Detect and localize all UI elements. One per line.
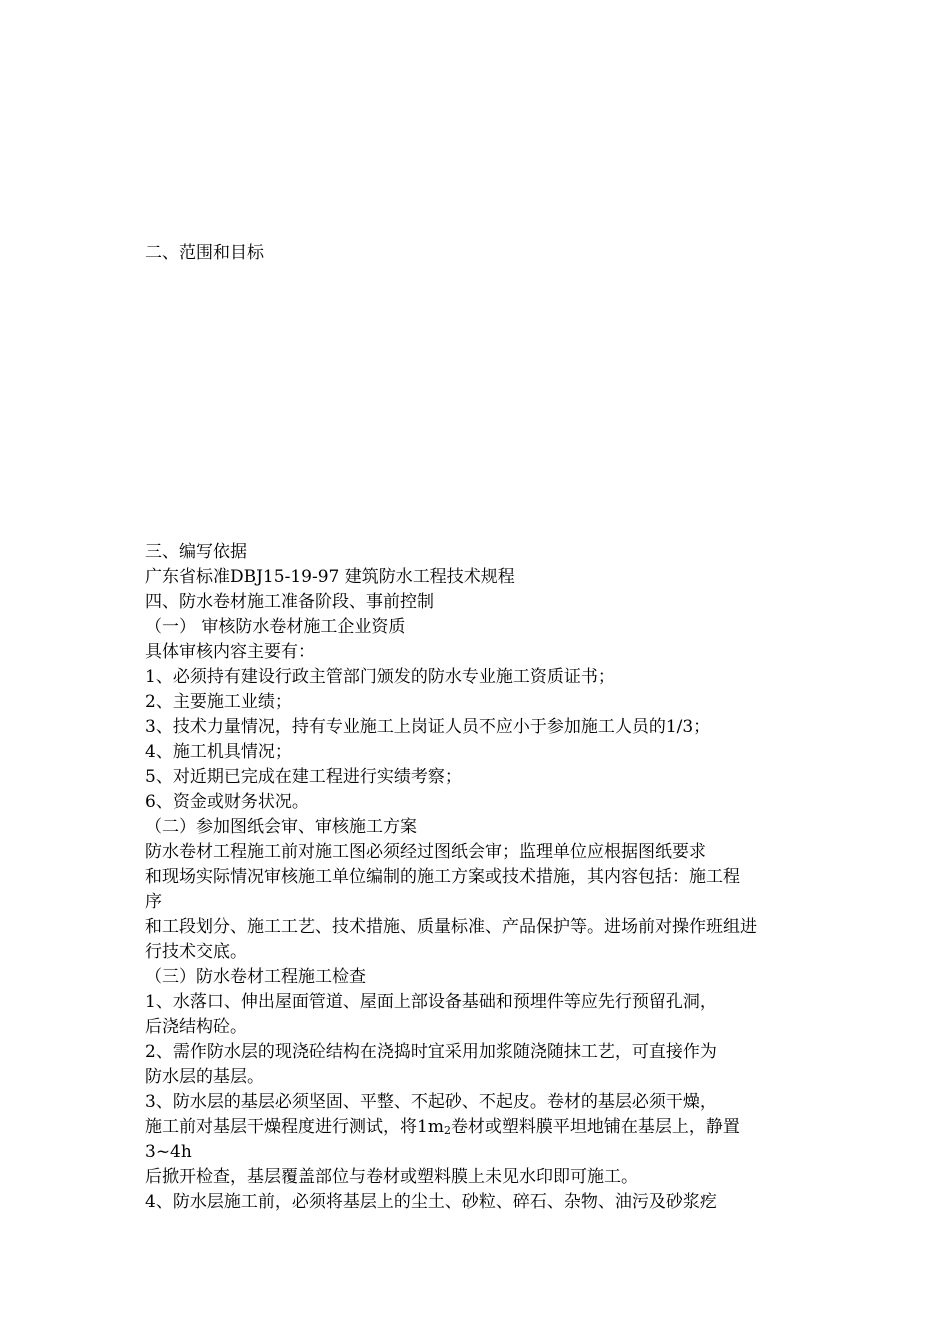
paragraph-line: 具体审核内容主要有： <box>145 642 315 662</box>
paragraph-line: 序 <box>145 892 162 912</box>
list-item: 5、对近期已完成在建工程进行实绩考察； <box>145 767 462 787</box>
list-item: 6、资金或财务状况。 <box>145 792 309 812</box>
paragraph-line: 2、需作防水层的现浇砼结构在浇捣时宜采用加浆随浇随抹工艺，可直接作为 <box>145 1042 717 1062</box>
paragraph-line: 3、防水层的基层必须坚固、平整、不起砂、不起皮。卷材的基层必须干燥， <box>145 1092 717 1112</box>
paragraph-line: 后掀开检查，基层覆盖部位与卷材或塑料膜上未见水印即可施工。 <box>145 1167 638 1187</box>
list-item: 3、技术力量情况，持有专业施工上岗证人员不应小于参加施工人员的1/3； <box>145 717 711 737</box>
paragraph-line: 1、水落口、伸出屋面管道、屋面上部设备基础和预埋件等应先行预留孔洞， <box>145 992 717 1012</box>
paragraph-line: 和现场实际情况审核施工单位编制的施工方案或技术措施，其内容包括：施工程 <box>145 867 740 887</box>
paragraph-line <box>145 1116 740 1142</box>
subsection-heading-qualification: （一） 审核防水卷材施工企业资质 <box>145 617 406 637</box>
paragraph-line: 防水卷材工程施工前对施工图必须经过图纸会审；监理单位应根据图纸要求 <box>145 842 706 862</box>
paragraph-line: 防水层的基层。 <box>145 1067 264 1087</box>
standard-reference: 广东省标准DBJ15-19-97 建筑防水工程技术规程 <box>145 567 515 587</box>
paragraph-line: 行技术交底。 <box>145 942 247 962</box>
section-heading-basis: 三、编写依据 <box>145 542 247 562</box>
list-item: 2、主要施工业绩； <box>145 692 292 712</box>
paragraph-line: 和工段划分、施工工艺、技术措施、质量标准、产品保护等。进场前对操作班组进 <box>145 917 757 937</box>
paragraph-line: 4、防水层施工前，必须将基层上的尘土、砂粒、碎石、杂物、油污及砂浆疙 <box>145 1192 717 1212</box>
paragraph-line: 3~4h <box>145 1142 192 1162</box>
text-segment: 施工前对基层干燥程度进行测试，将1m <box>145 1117 444 1137</box>
list-item: 4、施工机具情况； <box>145 742 292 762</box>
list-item: 1、必须持有建设行政主管部门颁发的防水专业施工资质证书； <box>145 667 615 687</box>
section-heading-preparation: 四、防水卷材施工准备阶段、事前控制 <box>145 592 434 612</box>
paragraph-line: 后浇结构砼。 <box>145 1017 247 1037</box>
text-segment: 卷材或塑料膜平坦地铺在基层上，静置 <box>450 1117 740 1137</box>
text-subscript: 2 <box>443 1124 451 1137</box>
subsection-heading-inspection: （三）防水卷材工程施工检查 <box>145 967 366 987</box>
subsection-heading-drawing-review: （二）参加图纸会审、审核施工方案 <box>145 817 417 837</box>
section-heading-scope: 二、范围和目标 <box>145 243 264 263</box>
